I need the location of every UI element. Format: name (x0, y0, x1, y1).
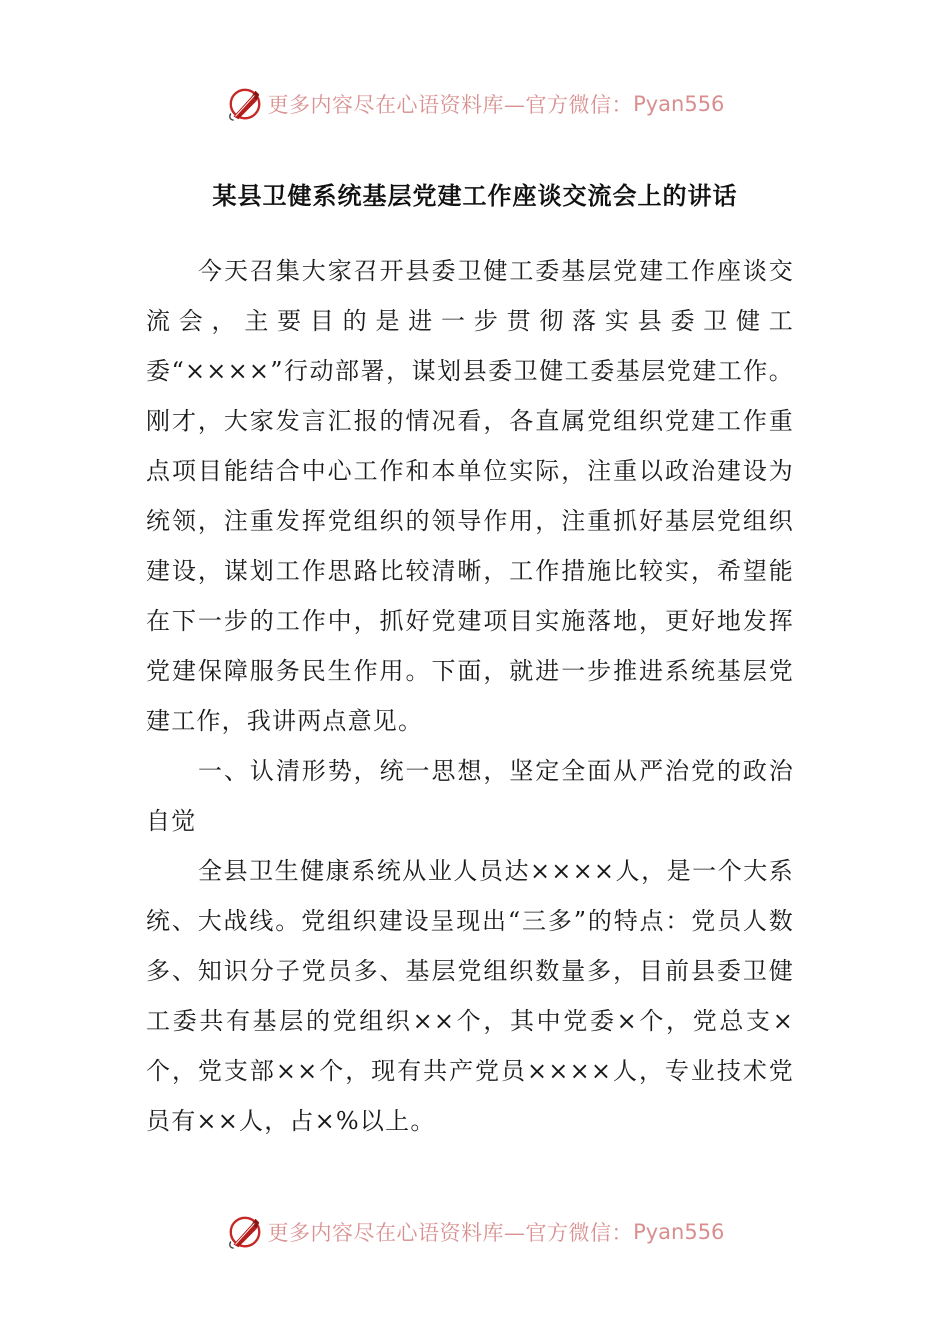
watermark-text: 更多内容尽在心语资料库—官方微信： (267, 1221, 634, 1245)
footer-watermark (0, 1210, 950, 1254)
document-body (146, 246, 794, 1146)
intro-paragraph: 今天召集大家召开县委卫健工委基层党建工作座谈交流会，主要目的是进一步贯彻落实县委卫健工委“××××”行动部署，谋划县委卫健工委基层党建工作。刚才，大家发言汇报的情况看，各直属党组织党建工作重点项目能结合中心工作和本单位实际，注重以政治建设为统领，注重发挥党组织的领导作用，注重抓好基层党组织建设，谋划工作思路比较清晰，工作措施比较实，希望能在下一步的工作中，抓好党建项目实施落地，更好地发挥党建保障服务民生作用。下面，就进一步推进系统基层党建工作，我讲两点意见。 (146, 257, 794, 735)
watermark-wechat-id: Pyan556 (633, 1220, 725, 1244)
watermark-text: 更多内容尽在心语资料库—官方微信： (267, 93, 634, 117)
watermark-wechat-id: Pyan556 (633, 92, 725, 116)
body-paragraph: 全县卫生健康系统从业人员达××××人，是一个大系统、大战线。党组织建设呈现出“三多”的特点：党员人数多、知识分子党员多、基层党组织数量多，目前县委卫健工委共有基层的党组织××个，其中党委×个，党总支×个，党支部××个，现有共产党员××××人，专业技术党员有××人，占×%以上。 (146, 857, 794, 1135)
pen-nib-logo-icon (226, 85, 264, 123)
document-title: 某县卫健系统基层党建工作座谈交流会上的讲话 (212, 181, 738, 210)
pen-nib-logo-icon (226, 1213, 264, 1251)
header-watermark (0, 82, 950, 126)
section-heading: 一、认清形势，统一思想，坚定全面从严治党的政治自觉 (146, 757, 794, 835)
